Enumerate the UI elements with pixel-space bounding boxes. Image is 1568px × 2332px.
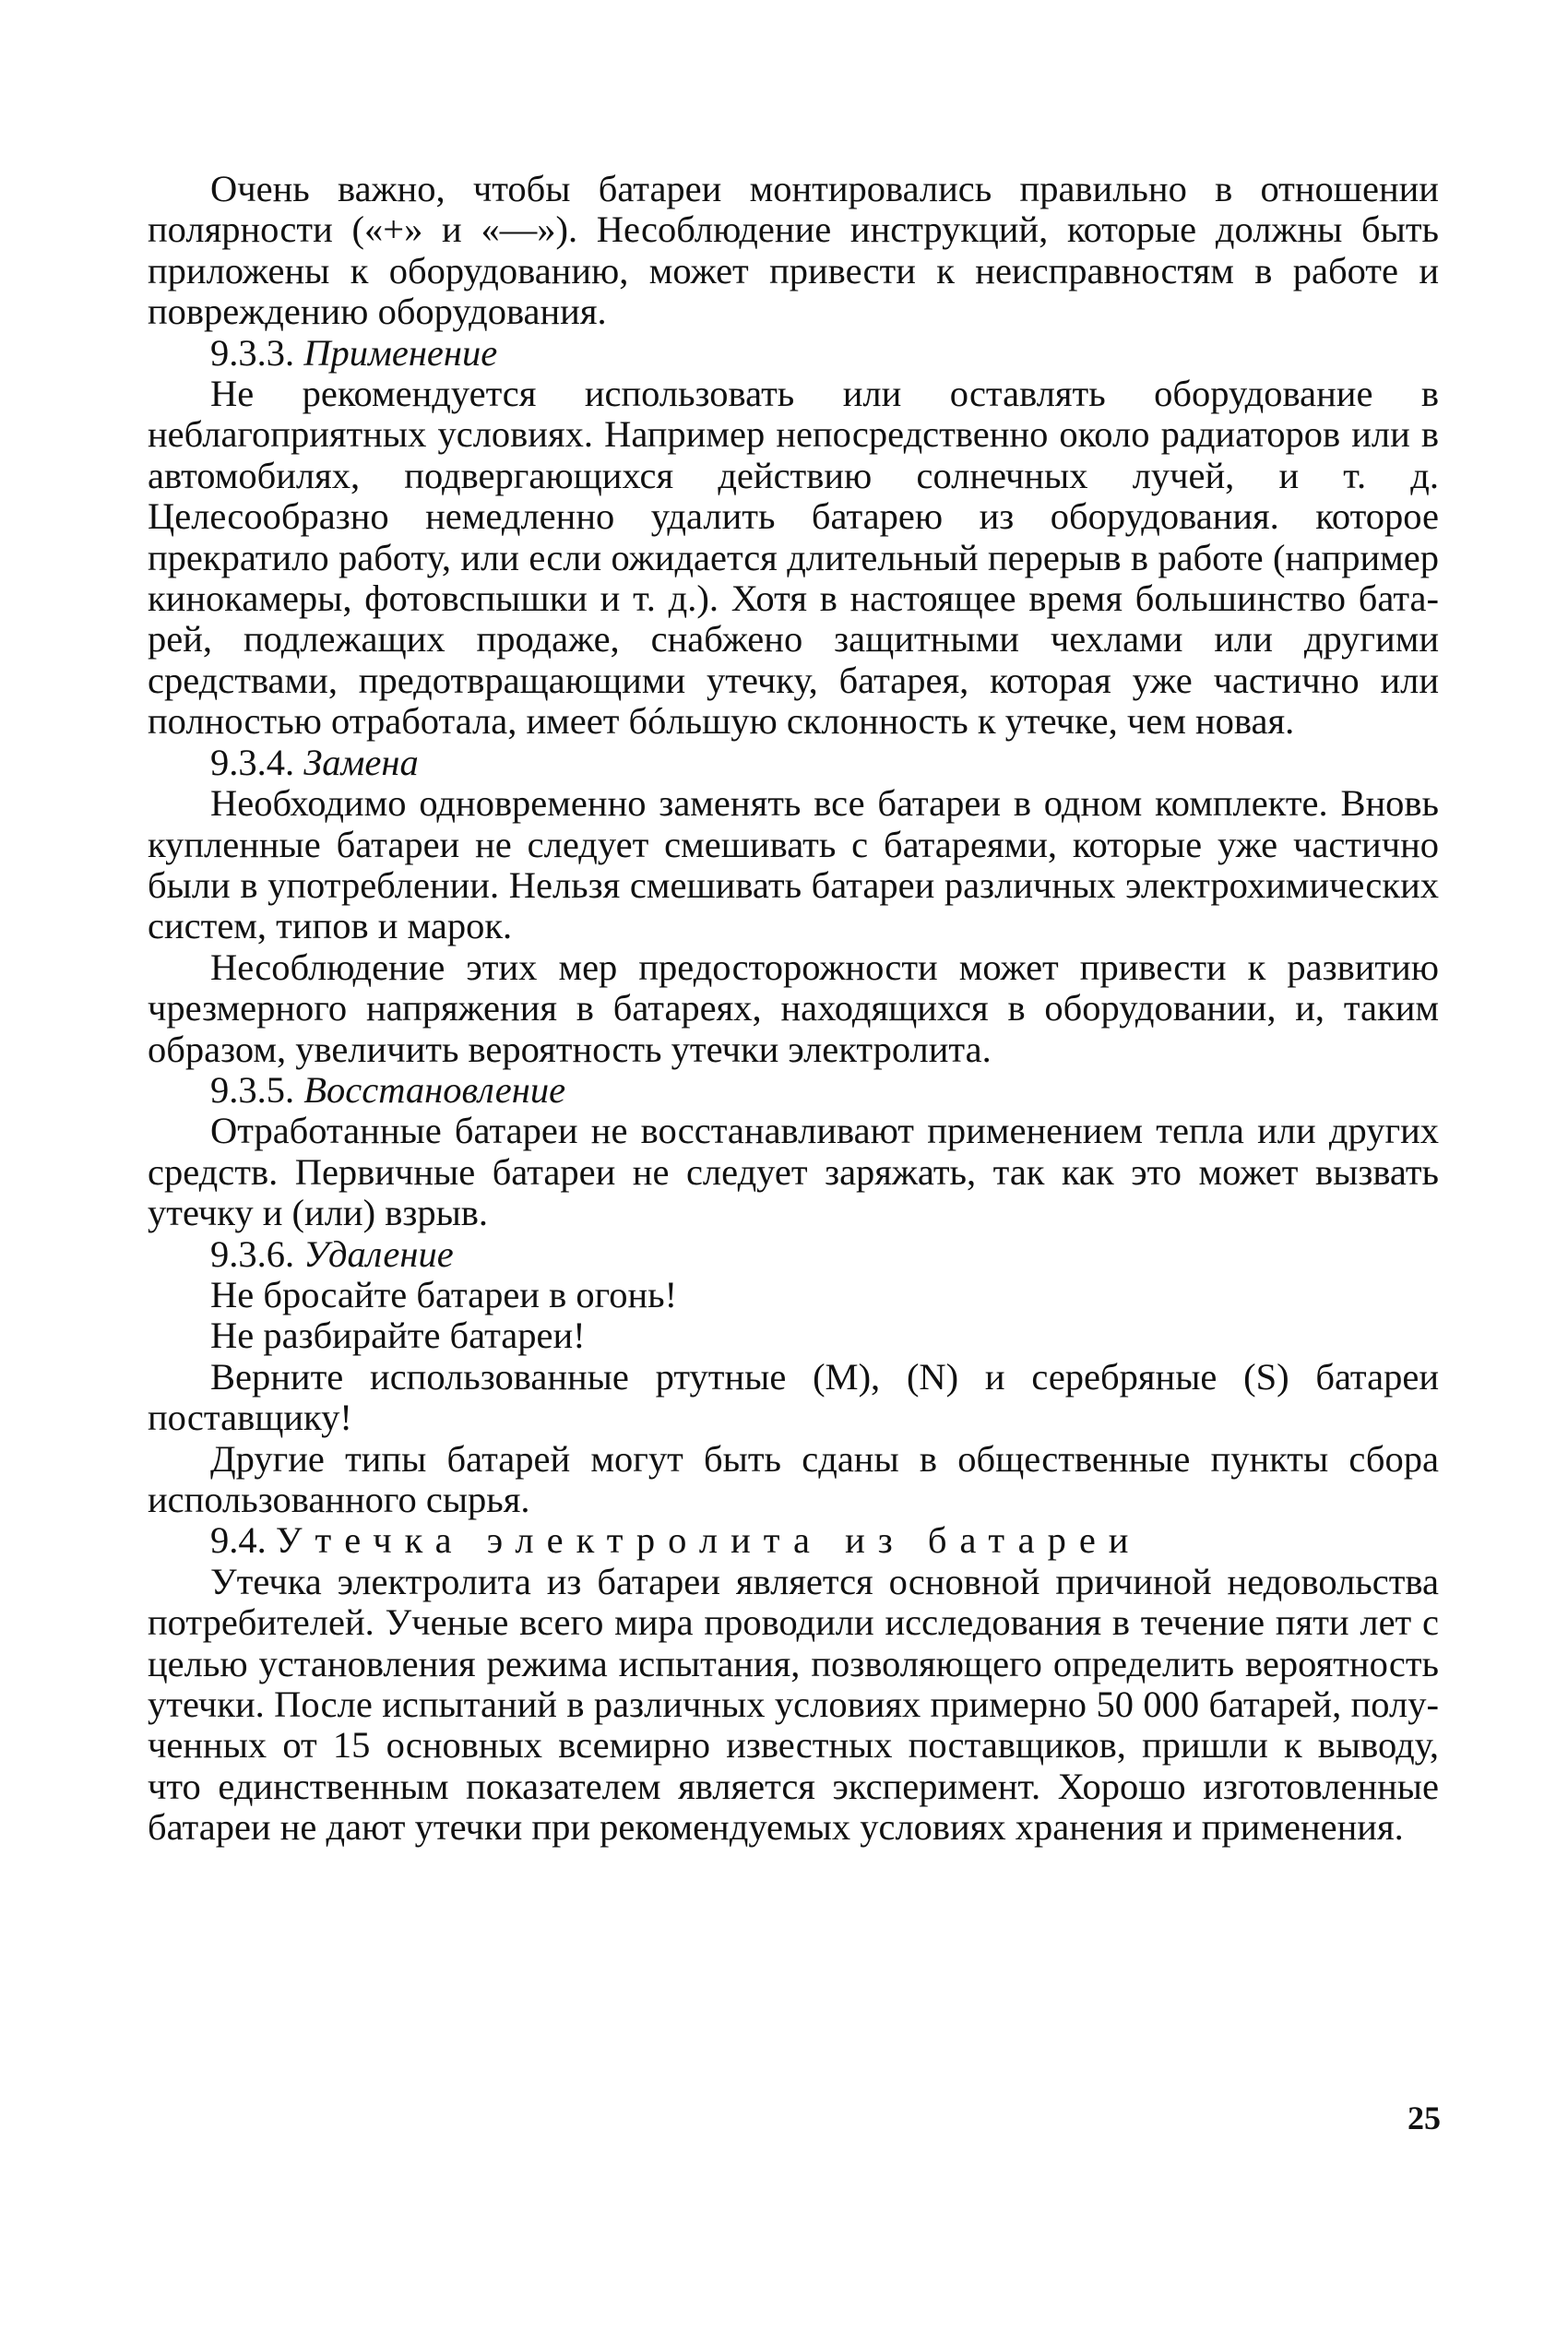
- section-title: Замена: [303, 741, 419, 783]
- section-heading-9-4: [148, 1520, 1439, 1561]
- section-heading-9-3-5: [148, 1070, 1439, 1111]
- paragraph-collection-points: Другие типы батарей могут быть сданы в общественные пункты сбора использованного сырья.: [148, 1437, 1439, 1520]
- section-number: 9.4.: [210, 1519, 267, 1562]
- page-number: 25: [1408, 2100, 1441, 2136]
- section-heading-9-3-3: [148, 333, 1439, 374]
- paragraph-precautions: Несоблюдение этих мер предосторожности может привести к развитию чрезмерного напряжения в батареях, находящихся в оборудовании, и, таким образом, увеличить вероятность утечки электролита.: [148, 946, 1439, 1070]
- paragraph-recovery: Отработанные батареи не восстанавливают применением тепла или других средств. Первичные батареи не следует заряжать, так как это может вызвать утечку и (или) взрыв.: [148, 1110, 1439, 1234]
- section-title: Восстановление: [303, 1068, 566, 1111]
- paragraph-return-batteries: Верните использованные ртутные (M), (N) и серебряные (S) батареи поставщику!: [148, 1355, 1439, 1439]
- warning-no-disassemble: Не разбирайте батареи!: [210, 1315, 586, 1357]
- section-heading-9-3-4: [148, 743, 1439, 783]
- section-title: Применение: [303, 331, 498, 374]
- paragraph-leakage: Утечка электролита из батареи является основной причиной недовольства потребителей. Ученые всего мира проводили исследования в течение пяти лет с целью установления режима испытания, позволяющего определить вероятность утечки. После испытаний в различных условиях примерно 50 000 батарей, полученных от 15 основных всемирно известных поставщиков, пришли к выводу, что единственным показателем является эксперимент. Хорошо изготовленные батареи не дают утечки при рекомендуемых условиях хранения и применения.: [148, 1560, 1439, 1849]
- page-body: [148, 169, 1439, 1849]
- paragraph-polarity: Очень важно, чтобы батареи монтировались правильно в отношении полярности («+» и «—»). Несоблюдение инструкций, которые должны быть приложены к оборудованию, может привести к неисправностям в работе и повреждению оборудования.: [148, 168, 1439, 333]
- section-heading-9-3-6: [148, 1234, 1439, 1275]
- paragraph-replacement: Необходимо одновременно заменять все батареи в одном комплекте. Вновь купленные батареи не следует смешивать с батареями, которые уже частично были в употреблении. Нельзя смешивать батареи различных электрохимических систем, типов и марок.: [148, 782, 1439, 947]
- paragraph-usage: Не рекомендуется использовать или оставлять оборудование в неблагоприятных условиях. Например непосредственно около радиаторов или в автомобилях, подвергающихся действию солнечных лучей, и т. д. Целесообразно немедленно удалить батарею из оборудования. которое прекратило работу, или если ожидается длительный перерыв в работе (например кинокамеры, фотовспышки и т. д.). Хотя в настоящее время большинство батарей, подлежащих продаже, снабжено защитными чехлами или другими средствами, предотвращающими утечку, батарея, которая уже частично или полностью отработала, имеет бóльшую склонность к утечке, чем новая.: [148, 373, 1439, 743]
- warning-no-fire: Не бросайте батареи в огонь!: [210, 1273, 678, 1315]
- section-number: 9.3.4.: [210, 741, 295, 783]
- section-number: 9.3.6.: [210, 1232, 295, 1275]
- section-number: 9.3.3.: [210, 331, 295, 374]
- section-number: 9.3.5.: [210, 1068, 295, 1111]
- section-title: Удаление: [303, 1232, 454, 1275]
- section-title: Утечка электролита из батареи: [275, 1519, 1142, 1562]
